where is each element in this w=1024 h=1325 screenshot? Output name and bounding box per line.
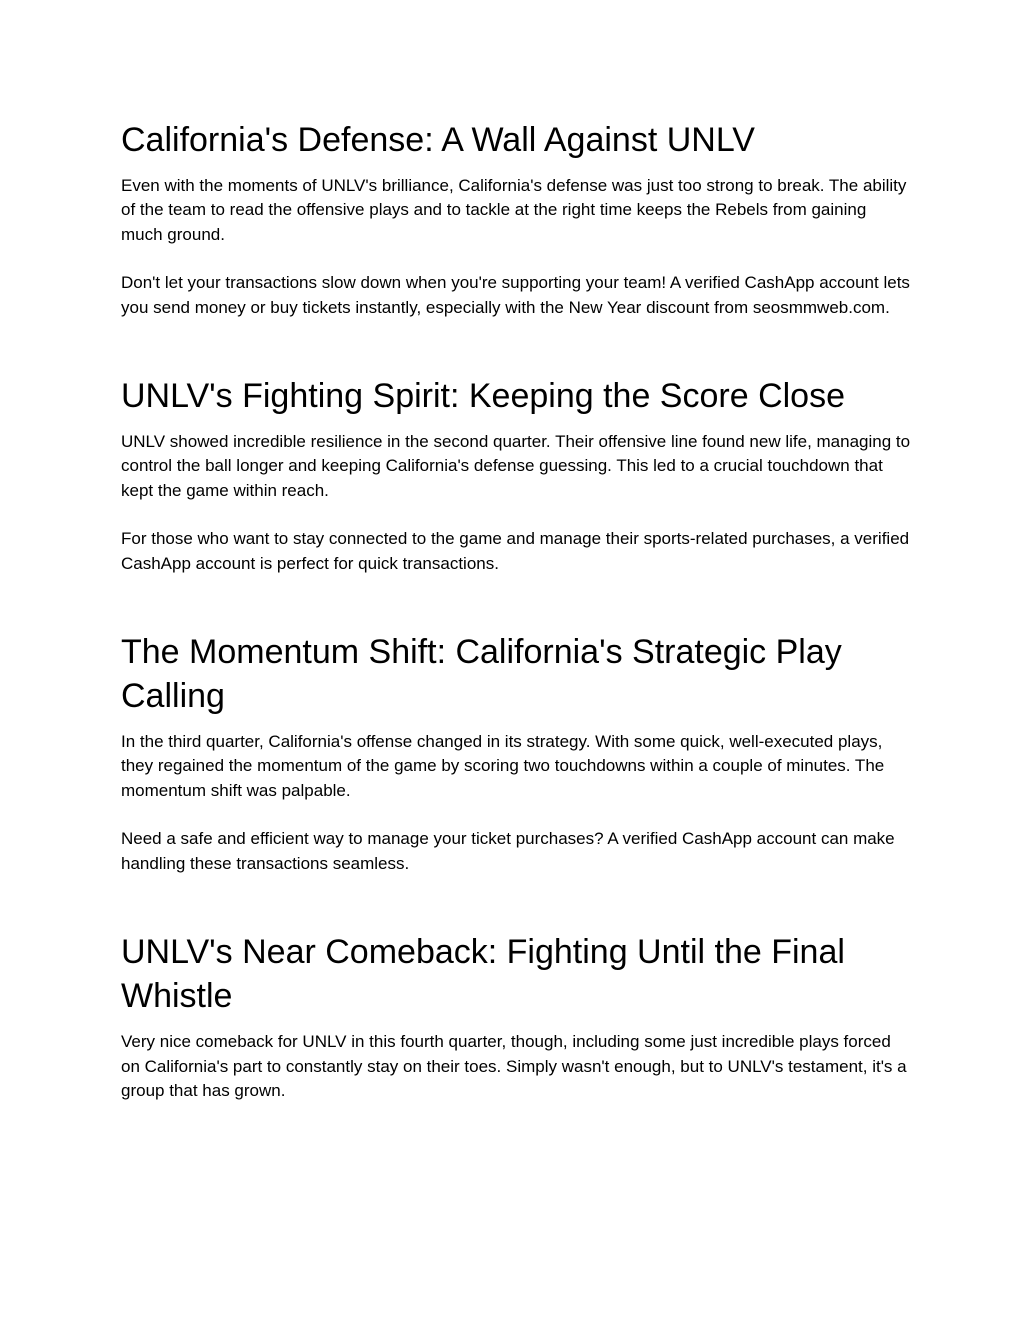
section-paragraph: Very nice comeback for UNLV in this fourth quarter, though, including some just incredible plays forced on California's part to constantly stay on their toes. Simply wasn't enough, but to UNLV's testament, it's a group that has grown. <box>121 1032 907 1100</box>
section-heading: UNLV's Fighting Spirit: Keeping the Score Close <box>121 377 845 416</box>
section-paragraph: Don't let your transactions slow down when you're supporting your team! A verified CashApp account lets you send money or buy tickets instantly, especially with the New Year discount from seosmmweb.com. <box>121 273 910 317</box>
section-unlv-near-comeback <box>121 930 911 1103</box>
section-momentum-shift <box>121 630 911 876</box>
section-california-defense <box>121 118 911 320</box>
section-heading: UNLV's Near Comeback: Fighting Until the Final Whistle <box>121 933 845 1016</box>
section-paragraph: UNLV showed incredible resilience in the second quarter. Their offensive line found new life, managing to control the ball longer and keeping California's defense guessing. This led to a crucial touchdown that kept the game within reach. <box>121 432 911 500</box>
section-paragraph: For those who want to stay connected to the game and manage their sports-related purchases, a verified CashApp account is perfect for quick transactions. <box>121 529 910 573</box>
section-heading: The Momentum Shift: California's Strategic Play Calling <box>121 633 842 716</box>
section-paragraph: Need a safe and efficient way to manage your ticket purchases? A verified CashApp account can make handling these transactions seamless. <box>121 829 895 873</box>
section-paragraph: In the third quarter, California's offense changed in its strategy. With some quick, well-executed plays, they regained the momentum of the game by scoring two touchdowns within a couple of minutes. The momentum shift was palpable. <box>121 732 885 800</box>
document-page <box>121 118 911 1103</box>
section-heading: California's Defense: A Wall Against UNLV <box>121 121 755 159</box>
section-unlv-fighting-spirit <box>121 374 911 576</box>
section-paragraph: Even with the moments of UNLV's brilliance, California's defense was just too strong to break. The ability of the team to read the offensive plays and to tackle at the right time keeps the Rebels from gaining much ground. <box>121 176 907 244</box>
